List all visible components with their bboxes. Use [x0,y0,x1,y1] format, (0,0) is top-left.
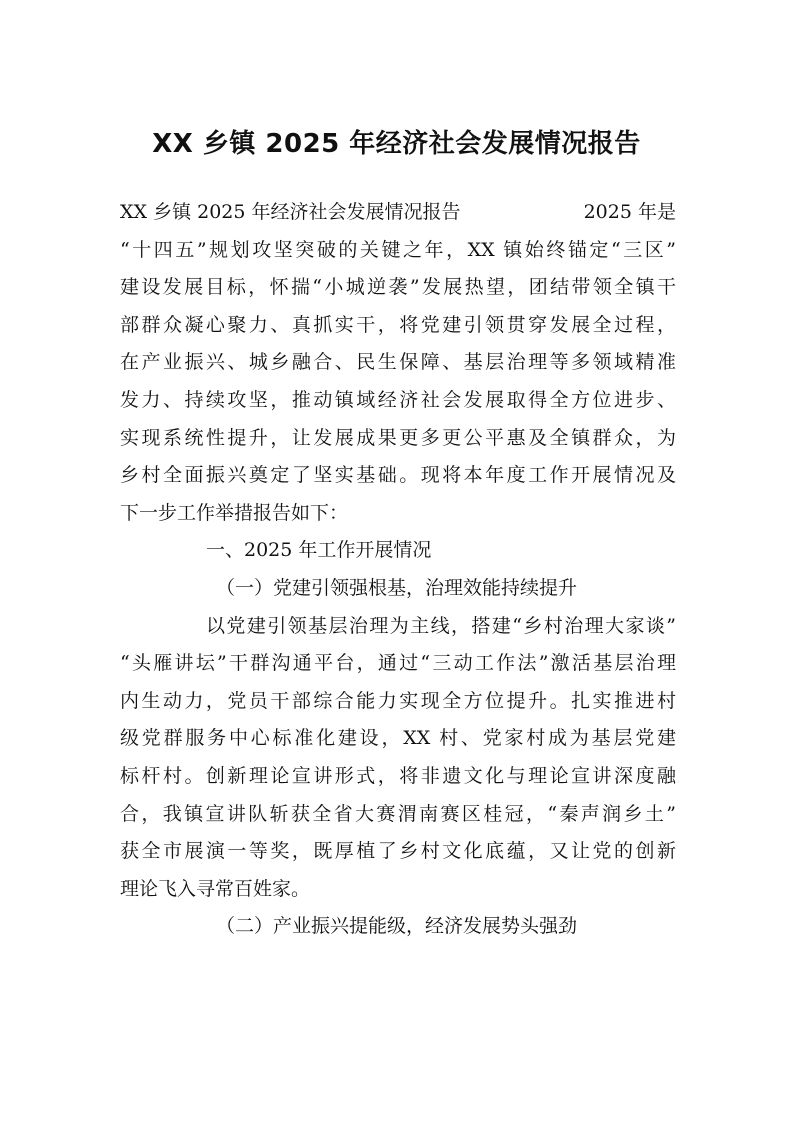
paragraph-line: 内生动力，党员干部综合能力实现全方位提升。扎实推进村 [120,689,676,712]
intro-line: 乡村全面振兴奠定了坚实基础。现将本年度工作开展情况及 [120,464,676,487]
document-title: XX 乡镇 2025 年经济社会发展情况报告 [152,129,641,159]
paragraph-line: 级党群服务中心标准化建设，XX 村、党家村成为基层党建 [120,727,676,750]
intro-line: 下一步工作举措报告如下： [120,501,349,524]
section-heading: 一、2025 年工作开展情况 [206,539,432,562]
subsection-heading: （二）产业振兴提能级，经济发展势头强劲 [216,915,578,938]
intro-line: 实现系统性提升，让发展成果更多更公平惠及全镇群众，为 [120,426,676,449]
document-body [120,194,676,946]
intro-first-left: XX 乡镇 2025 年经济社会发展情况报告 [120,201,461,223]
paragraph-line: 合，我镇宣讲队斩获全省大赛渭南赛区桂冠，“秦声润乡土” [120,802,676,825]
intro-first-right: 2025 年是 [583,201,676,223]
intro-line: “十四五”规划攻坚突破的关键之年，XX 镇始终锚定“三区” [120,238,676,261]
paragraph-line: “头雁讲坛”干群沟通平台，通过“三动工作法”激活基层治理 [120,652,676,675]
subsection-heading: （一）党建引领强根基，治理效能持续提升 [216,576,578,599]
intro-line: 在产业振兴、城乡融合、民生保障、基层治理等多领域精准 [120,351,676,374]
paragraph-first-line: 以党建引领基层治理为主线，搭建“乡村治理大家谈” [206,614,676,637]
paragraph-line: 获全市展演一等奖，既厚植了乡村文化底蕴，又让党的创新 [120,840,676,863]
intro-line: 部群众凝心聚力、真抓实干，将党建引领贯穿发展全过程， [120,313,676,336]
paragraph-line: 理论飞入寻常百姓家。 [120,877,311,900]
paragraph-line: 标杆村。创新理论宣讲形式，将非遗文化与理论宣讲深度融 [120,764,676,787]
intro-line: 发力、持续攻坚，推动镇域经济社会发展取得全方位进步、 [120,388,676,411]
intro-first-line [120,194,676,232]
intro-line: 建设发展目标，怀揣“小城逆袭”发展热望，团结带领全镇干 [120,276,676,299]
